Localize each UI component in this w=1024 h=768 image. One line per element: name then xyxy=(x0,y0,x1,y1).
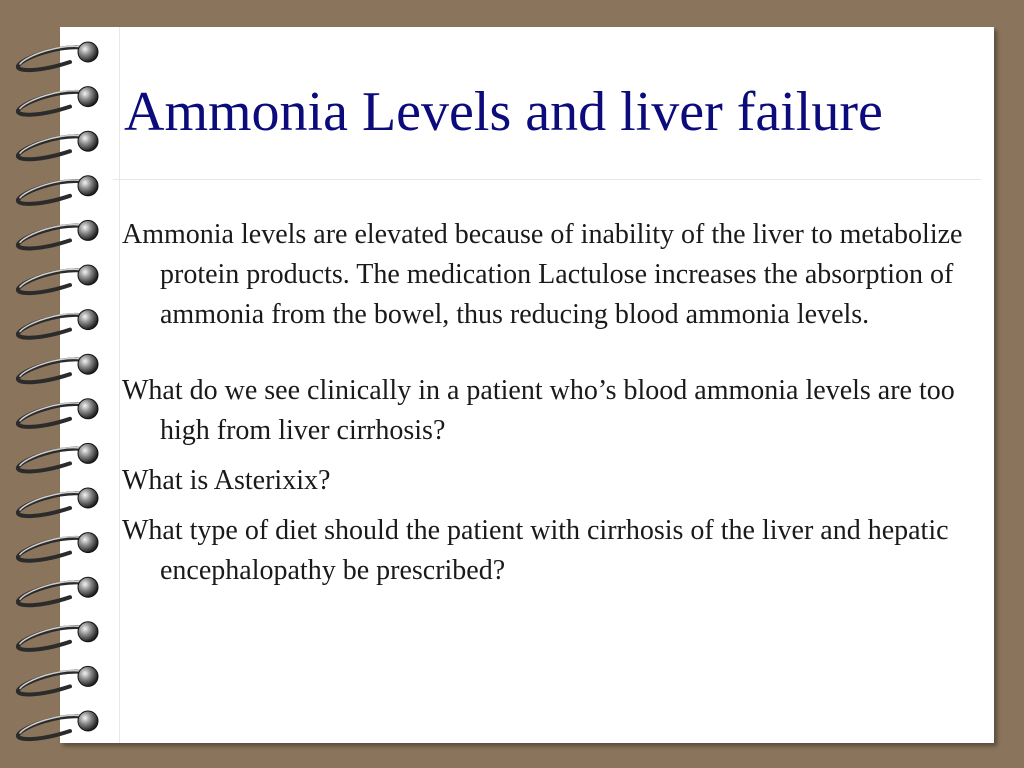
binding-ring-icon xyxy=(18,711,98,739)
paragraph-clinical-question: What do we see clinically in a patient who’s blood ammonia levels are too high from liver cirrhosis? xyxy=(122,375,955,446)
slide-body xyxy=(122,215,972,591)
binding-ring-icon xyxy=(18,176,98,204)
binding-ring-icon xyxy=(18,265,98,293)
binding-ring-icon xyxy=(18,488,98,516)
binding-ring-icon xyxy=(18,443,98,471)
binding-ring-icon xyxy=(18,220,98,248)
binding-ring-icon xyxy=(18,42,98,70)
paragraph-diet-question: What type of diet should the patient with cirrhosis of the liver and hepatic encephalopathy be prescribed? xyxy=(122,515,949,586)
binding-ring-icon xyxy=(18,622,98,650)
binding-ring-icon xyxy=(18,399,98,427)
binding-ring-icon xyxy=(18,354,98,382)
binding-ring-icon xyxy=(18,131,98,159)
binding-ring-icon xyxy=(18,87,98,115)
binding-ring-icon xyxy=(18,533,98,561)
binding-ring-icon xyxy=(18,666,98,694)
binding-ring-icon xyxy=(18,577,98,605)
title-divider xyxy=(113,179,981,180)
spiral-binding xyxy=(0,0,110,768)
paragraph-asterixis-question: What is Asterixix? xyxy=(122,465,331,496)
paragraph-ammonia-levels: Ammonia levels are elevated because of inability of the liver to metabolize protein products. The medication Lactulose increases the absorption of ammonia from the bowel, thus reducing blood ammonia levels. xyxy=(122,219,963,330)
binding-ring-icon xyxy=(18,310,98,338)
slide-title: Ammonia Levels and liver failure xyxy=(124,81,883,143)
